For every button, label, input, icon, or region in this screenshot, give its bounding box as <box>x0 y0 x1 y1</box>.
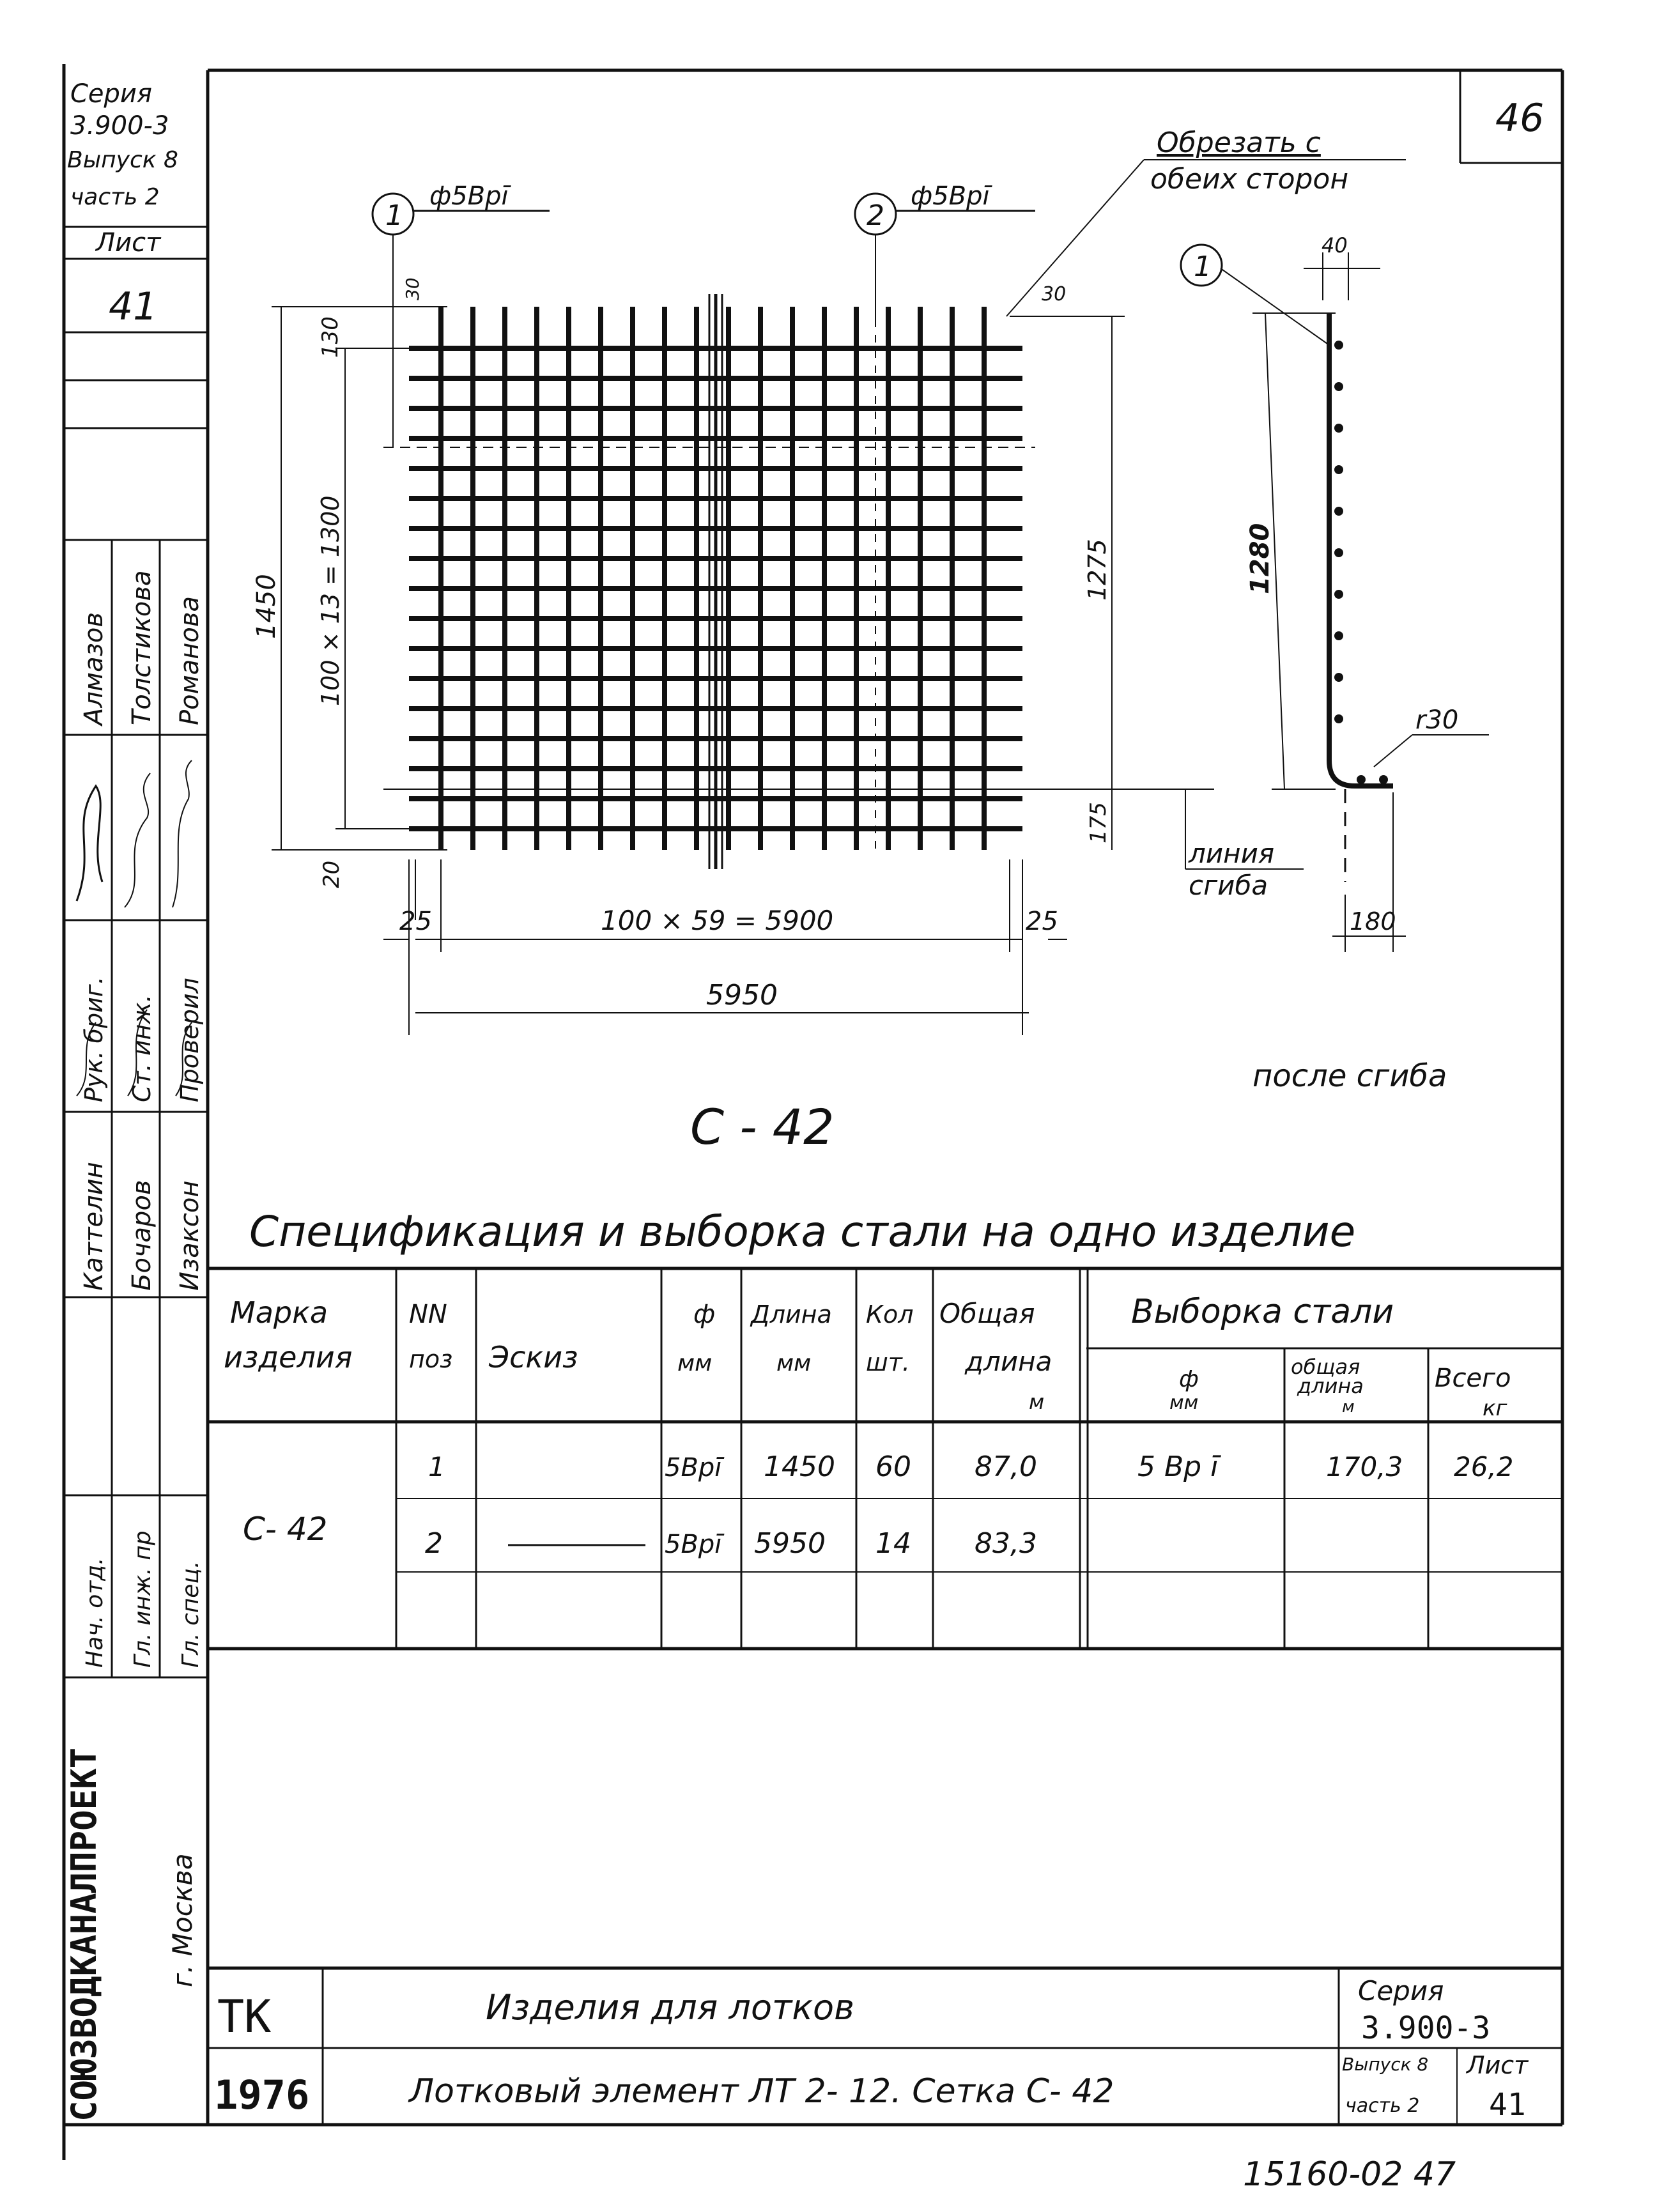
row2-length: 5950 <box>754 1527 826 1560</box>
side-dim-r30: r30 <box>1415 705 1459 735</box>
footer-code: 15160-02 47 <box>1243 2155 1456 2194</box>
row1-pos: 1 <box>428 1451 445 1482</box>
hdr-selection: Выборка стали <box>1131 1293 1394 1331</box>
role-st-inzh: Ст. инж. <box>128 994 156 1102</box>
side-series-line-4: часть 2 <box>70 184 160 210</box>
side-list-value: 41 <box>109 284 158 329</box>
side-dim-180: 180 <box>1350 907 1396 935</box>
pos1-bar-label: ф5Врī <box>429 181 509 211</box>
hdr-sel-total-1: Всего <box>1435 1364 1511 1393</box>
sel-diam: 5 Вр ī <box>1137 1451 1219 1483</box>
side-series-line-1: Серия <box>70 79 152 109</box>
role-gl-spets: Гл. спец. <box>178 1560 204 1668</box>
pos2-bar-label: ф5Врī <box>911 181 990 211</box>
hdr-length-2: мм <box>776 1350 812 1376</box>
hdr-sketch: Эскиз <box>489 1340 578 1374</box>
pos2-number: 2 <box>867 199 884 232</box>
row1-length: 1450 <box>764 1451 835 1483</box>
dim-1275: 1275 <box>1083 539 1111 601</box>
name-tolstikova: Толстикова <box>127 570 157 725</box>
row1-qty: 60 <box>875 1451 911 1483</box>
side-dim-40: 40 <box>1322 233 1348 258</box>
dim-100x13: 100 × 13 = 1300 <box>316 495 344 706</box>
hdr-total-3: м <box>1029 1390 1045 1414</box>
dim-100x59: 100 × 59 = 5900 <box>601 905 834 936</box>
hdr-pos-2: поз <box>409 1345 453 1373</box>
tb-list-label: Лист <box>1467 2051 1529 2079</box>
tb-year: 1976 <box>214 2072 310 2118</box>
pos1-number: 1 <box>385 199 403 232</box>
row2-qty: 14 <box>875 1527 911 1560</box>
role-nach-otd: Нач. отд. <box>82 1557 108 1668</box>
after-bend-label: после сгиба <box>1252 1058 1447 1094</box>
dim-25-right: 25 <box>1026 907 1058 936</box>
role-proveril: Проверил <box>176 978 204 1102</box>
hdr-mark-2: изделия <box>224 1340 353 1374</box>
spec-mark-value: С- 42 <box>243 1511 328 1548</box>
dim-20: 20 <box>319 860 344 888</box>
dim-25-left: 25 <box>399 907 432 936</box>
dim-175: 175 <box>1086 802 1111 843</box>
side-series-line-3: Выпуск 8 <box>67 147 178 173</box>
row1-total: 87,0 <box>975 1451 1037 1483</box>
dim-30-top-left: 30 <box>402 277 423 300</box>
row1-diam: 5Врī <box>665 1453 722 1482</box>
row2-total: 83,3 <box>975 1527 1037 1560</box>
tb-list-value: 41 <box>1489 2087 1526 2123</box>
hdr-mark-1: Марка <box>230 1295 328 1330</box>
name-kattelin: Каттелин <box>79 1162 109 1291</box>
side-pos-number: 1 <box>1194 250 1212 283</box>
sel-kg: 26,2 <box>1454 1451 1514 1482</box>
name-izakson: Изаксон <box>175 1180 204 1291</box>
side-dim-1280: 1280 <box>1245 523 1275 594</box>
sel-len: 170,3 <box>1326 1451 1403 1482</box>
spec-title: Спецификация и выборка стали на одно изделие <box>249 1207 1356 1256</box>
dim-1450: 1450 <box>252 574 281 639</box>
role-gl-inzh-pr: Гл. инж. пр <box>130 1530 156 1668</box>
city: г. Москва <box>167 1853 198 1987</box>
side-stamp <box>64 227 208 1677</box>
tb-title1: Изделия для лотков <box>486 1987 854 2028</box>
hdr-sel-len-3: м <box>1342 1397 1355 1417</box>
role-ruk-brig: Рук. бриг. <box>80 976 108 1102</box>
side-series-line-2: 3.900-3 <box>70 111 169 141</box>
org-name: СОЮЗВОДКАНАЛПРОЕКТ <box>64 1747 104 2121</box>
hdr-sel-diam-2: мм <box>1169 1392 1199 1414</box>
tb-series-label: Серия <box>1358 1975 1444 2006</box>
mesh-plan <box>383 294 1035 869</box>
dim-30-right: 30 <box>1042 283 1067 305</box>
hdr-sel-len-2: длина <box>1297 1374 1364 1398</box>
dim-130: 130 <box>318 316 343 358</box>
tb-issue-label: Выпуск 8 <box>1342 2054 1429 2075</box>
hdr-sel-total-2: кг <box>1483 1396 1507 1421</box>
hdr-sel-diam-1: ф <box>1179 1366 1199 1392</box>
hdr-qty-2: шт. <box>866 1348 910 1376</box>
dim-5950: 5950 <box>706 979 778 1012</box>
sheet-number-top: 46 <box>1495 96 1545 141</box>
bend-line-label-1: линия <box>1189 838 1275 869</box>
hdr-total-2: длина <box>965 1346 1052 1377</box>
hdr-length-1: Длина <box>751 1300 832 1328</box>
side-list-label: Лист <box>96 228 161 258</box>
name-romanova: Романова <box>175 596 204 725</box>
hdr-pos-1: NN <box>409 1300 447 1329</box>
hdr-sel-len-1: общая <box>1291 1355 1360 1379</box>
tb-title2: Лотковый элемент ЛТ 2- 12. Сетка С- 42 <box>409 2072 1114 2111</box>
tb-series-value: 3.900-3 <box>1361 2010 1491 2046</box>
name-almazov: Алмазов <box>79 612 109 725</box>
tb-tk: ТК <box>217 1990 272 2043</box>
cut-note-line2: обеих сторон <box>1150 163 1349 196</box>
mesh-mark: С - 42 <box>690 1098 835 1155</box>
bend-line-label-2: сгиба <box>1189 870 1268 901</box>
name-bocharov: Бочаров <box>127 1180 157 1291</box>
hdr-total-1: Общая <box>939 1298 1035 1329</box>
tb-part-label: часть 2 <box>1345 2095 1420 2117</box>
row2-pos: 2 <box>425 1527 443 1560</box>
hdr-qty-1: Кол <box>866 1300 914 1328</box>
hdr-diam-2: мм <box>677 1350 713 1376</box>
row2-diam: 5Врī <box>665 1530 722 1559</box>
hdr-diam-1: ф <box>693 1300 716 1329</box>
cut-note-line1: Обрезать с <box>1157 127 1321 159</box>
